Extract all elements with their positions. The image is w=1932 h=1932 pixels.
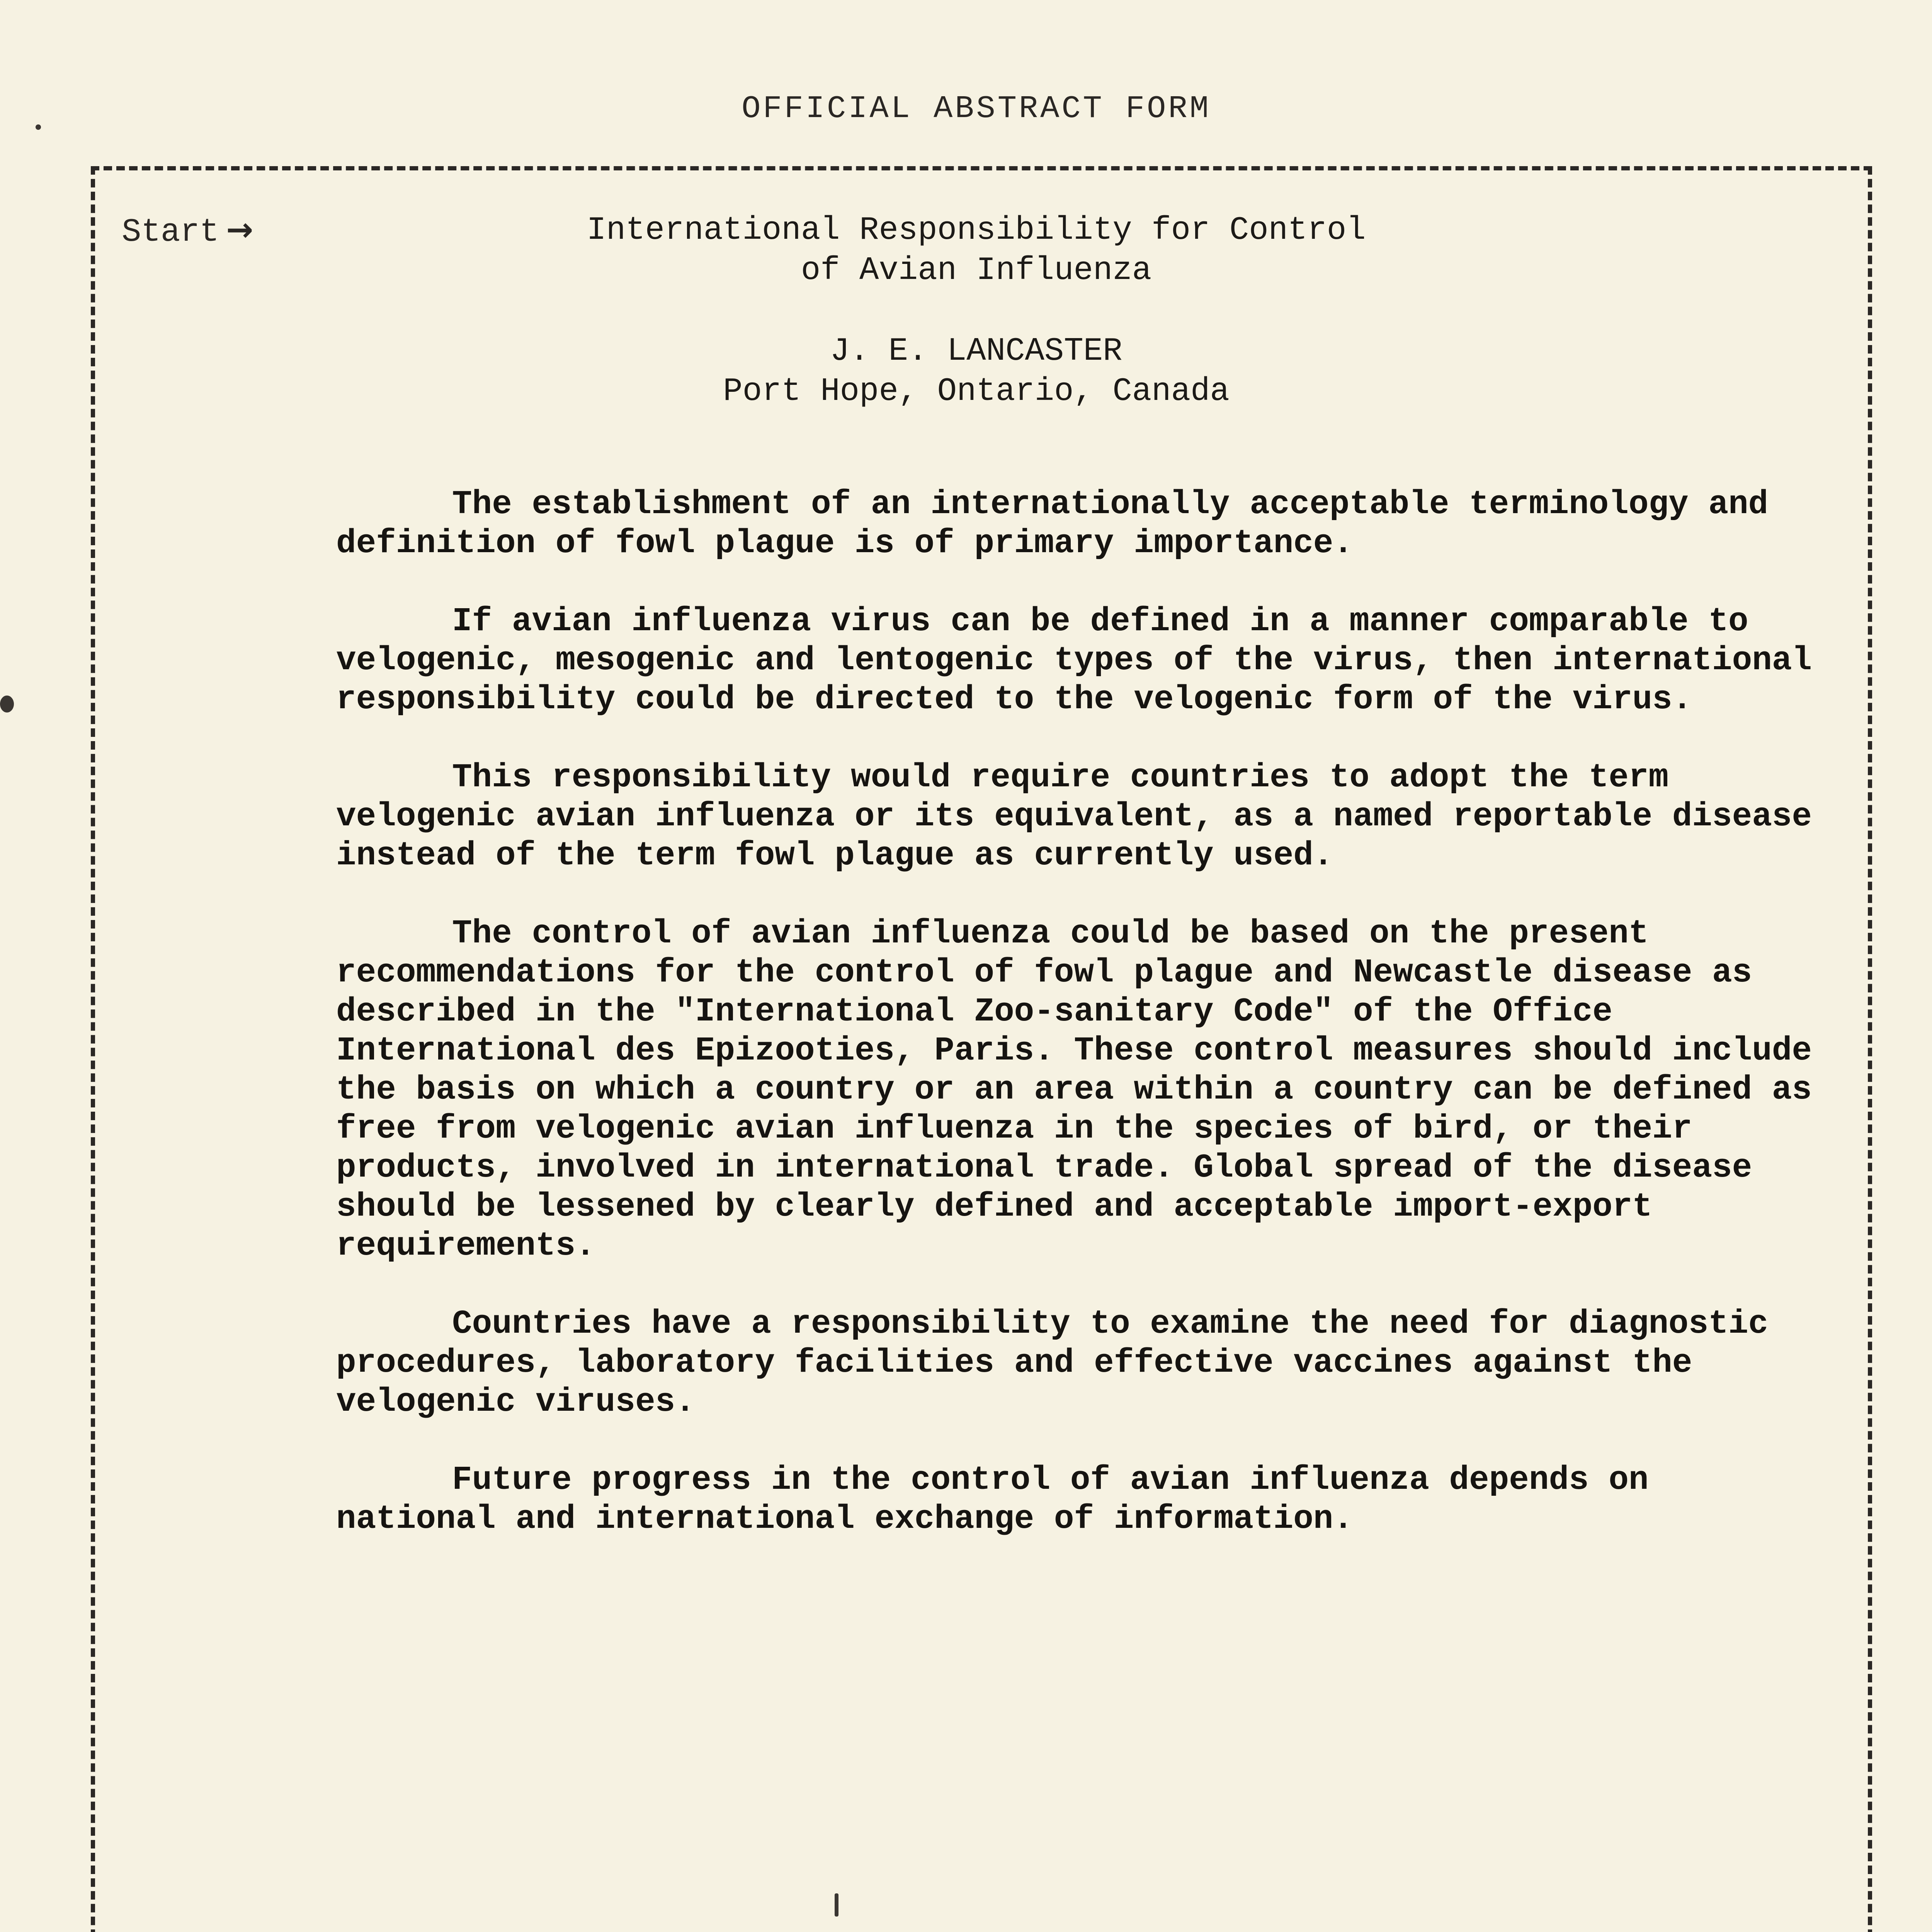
title-line-2: of Avian Influenza	[801, 252, 1152, 289]
author-affiliation: Port Hope, Ontario, Canada	[723, 373, 1230, 410]
title-line-1: International Responsibility for Control	[587, 212, 1366, 249]
abstract-paragraph-3: This responsibility would require countries to adopt the term velogenic avian influenza or its equivalent, as a named reportable disease instead of the term fowl plague as currently used.	[336, 759, 1812, 874]
abstract-paragraph-2: If avian influenza virus can be defined in a manner comparable to velogenic, mesogenic and lentogenic types of the virus, then international responsibility could be directed to the velogenic form of the virus.	[336, 602, 1812, 718]
page-speck	[36, 124, 41, 130]
author-name: J. E. LANCASTER	[830, 333, 1122, 370]
abstract-paragraph-1: The establishment of an internationally acceptable terminology and definition of fowl plague is of primary importance.	[336, 485, 1769, 562]
page-speck	[835, 1893, 838, 1917]
start-label: Start	[122, 214, 219, 251]
form-heading: OFFICIAL ABSTRACT FORM	[742, 91, 1211, 127]
right-arrow-icon: →	[226, 211, 253, 248]
abstract-body	[336, 485, 1828, 1578]
page-speck	[0, 696, 14, 713]
abstract-paragraph-5: Countries have a responsibility to examine the need for diagnostic procedures, laboratory facilities and effective vaccines against the velogenic viruses.	[336, 1305, 1769, 1421]
abstract-paragraph-4: The control of avian influenza could be based on the present recommendations for the control of fowl plague and Newcastle disease as described in the "International Zoo-sanitary Code" of the Office International des Epizooties, Paris. These control measures should include the basis on which a country or an area within a country can be defined as free from velogenic avian influenza in the species of bird, or their products, involved in international trade. Global spread of the disease should be lessened by clearly defined and acceptable import-export requirements.	[336, 915, 1812, 1265]
title-block	[0, 211, 1932, 412]
abstract-paragraph-6: Future progress in the control of avian influenza depends on national and international exchange of information.	[336, 1461, 1649, 1538]
